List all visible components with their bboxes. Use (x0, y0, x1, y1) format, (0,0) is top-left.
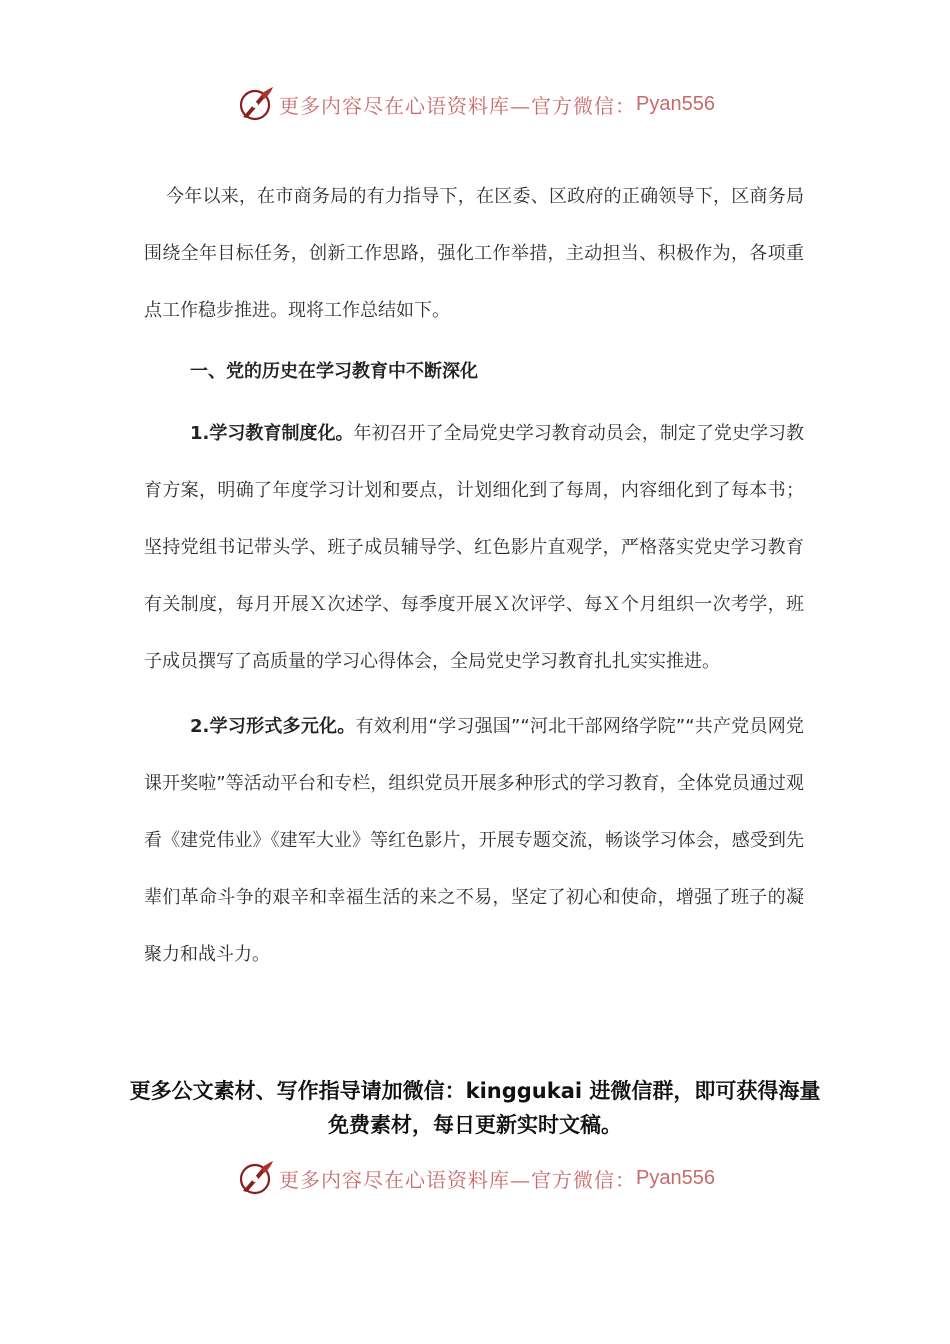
quill-pen-circle-icon (235, 1158, 275, 1198)
item-1-lead: 1.学习教育制度化。 (190, 423, 354, 444)
item-2-text: 有效利用“学习强国”“河北干部网络学院”“共产党员网党课开奖啦”等活动平台和专栏，组织党员开展多种形式的学习教育，全体党员通过观看《建党伟业》《建军大业》等红色影片，开展专题交流，畅谈学习体会，感受到先辈们革命斗争的艰辛和幸福生活的来之不易，坚定了初心和使命，增强了班子的凝聚力和战斗力。 (144, 716, 804, 965)
footer-promo-note: 更多公文素材、写作指导请加微信：kinggukai 进微信群，即可获得海量免费素材，每日更新实时文稿。 (129, 1079, 821, 1137)
banner-wechat-id: Pyan556 (636, 1166, 715, 1189)
banner-wechat-id: Pyan556 (636, 92, 715, 115)
quill-pen-circle-icon (235, 84, 275, 124)
item-2-lead: 2.学习形式多元化。 (190, 716, 356, 737)
header-banner (0, 84, 950, 124)
banner-text: 更多内容尽在心语资料库—官方微信： (279, 93, 637, 118)
footer-banner (0, 1158, 950, 1198)
item-1-paragraph (144, 405, 804, 690)
section-heading: 一、党的历史在学习教育中不断深化 (190, 361, 478, 382)
item-2-paragraph (144, 698, 804, 983)
intro-paragraph: 今年以来，在市商务局的有力指导下，在区委、区政府的正确领导下，区商务局围绕全年目标任务，创新工作思路，强化工作举措，主动担当、积极作为，各项重点工作稳步推进。现将工作总结如下。 (144, 186, 804, 321)
banner-text: 更多内容尽在心语资料库—官方微信： (279, 1167, 637, 1192)
item-1-text: 年初召开了全局党史学习教育动员会，制定了党史学习教育方案，明确了年度学习计划和要点，计划细化到了每周，内容细化到了每本书；坚持党组书记带头学、班子成员辅导学、红色影片直观学，严格落实党史学习教育有关制度，每月开展Ｘ次述学、每季度开展Ｘ次评学、每Ｘ个月组织一次考学，班子成员撰写了高质量的学习心得体会，全局党史学习教育扎扎实实推进。 (144, 423, 804, 672)
document-body (144, 168, 804, 983)
